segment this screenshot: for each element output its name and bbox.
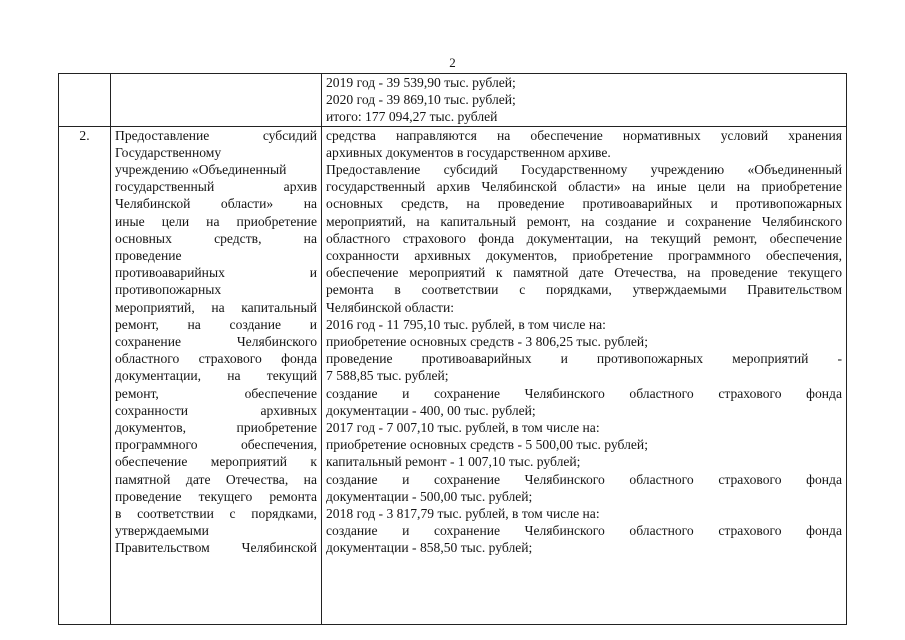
description-line: памятной дате Отечества, на [115, 471, 317, 487]
description-line: программного обеспечения, [115, 437, 317, 453]
content-line: Челябинской области: [326, 299, 455, 315]
description-line: документации, на текущий [115, 368, 317, 384]
content-line: ремонта в соответствии с порядками, утверждаемыми Правительством [326, 282, 842, 298]
cell-number-empty [59, 74, 111, 127]
content-line: областного страхового фонда документации, на текущий ремонт, обеспечение [326, 230, 842, 246]
description-line: государственный архив [115, 179, 317, 195]
content-line: приобретение основных средств - 5 500,00 тыс. рублей; [326, 437, 648, 453]
content-line: 2016 год - 11 795,10 тыс. рублей, в том числе на: [326, 316, 606, 332]
description-line: Челябинской области» на [115, 196, 317, 212]
continuation-line: 2019 год - 39 539,90 тыс. рублей; [326, 75, 516, 90]
content-line: государственный архив Челябинской области» на иные цели на приобретение [326, 179, 842, 195]
content-line: создание и сохранение Челябинского областного страхового фонда [326, 523, 842, 539]
content-line: документации - 400, 00 тыс. рублей; [326, 402, 536, 418]
content-line: средства направляются на обеспечение нормативных условий хранения [326, 127, 842, 143]
description-line: сохранение Челябинского [115, 334, 317, 350]
description-line: утверждаемыми [115, 523, 209, 539]
description-line: проведение текущего ремонта [115, 488, 317, 504]
cell-continuation-content [322, 74, 847, 127]
content-line: 2017 год - 7 007,10 тыс. рублей, в том числе на: [326, 420, 600, 436]
continuation-line: итого: 177 094,27 тыс. рублей [326, 109, 498, 125]
description-line: Предоставление субсидий [115, 127, 317, 143]
description-line: ремонт, на создание и [115, 316, 317, 332]
cell-description-empty [111, 74, 322, 127]
cell-row-content [322, 126, 847, 624]
cell-row-description [111, 126, 322, 624]
description-line: областного страхового фонда [115, 351, 317, 367]
description-line: документов, приобретение [115, 420, 317, 436]
content-line: капитальный ремонт - 1 007,10 тыс. рублей; [326, 454, 581, 470]
description-line: обеспечение мероприятий к [115, 454, 317, 470]
content-line: мероприятий, на капитальный ремонт, на создание и сохранение Челябинского [326, 213, 842, 229]
description-line: основных средств, на [115, 230, 317, 246]
content-line: основных средств, на проведение противоаварийных и противопожарных [326, 196, 842, 212]
description-line: мероприятий, на капитальный [115, 299, 317, 315]
description-line: противопожарных [115, 282, 222, 298]
content-line: проведение противоаварийных и противопожарных мероприятий - [326, 351, 842, 367]
description-line: иные цели на приобретение [115, 213, 317, 229]
description-line: в соответствии с порядками, [115, 506, 317, 522]
description-line: учреждению «Объединенный [115, 162, 287, 178]
continuation-line: 2020 год - 39 869,10 тыс. рублей; [326, 92, 516, 108]
page-number: 2 [449, 55, 456, 70]
description-line: Правительством Челябинской [115, 540, 317, 556]
table-row-2 [59, 126, 847, 624]
document-table [58, 73, 847, 625]
content-line: сохранности архивных документов, приобретение программного обеспечения, [326, 248, 842, 264]
description-line: Государственному [115, 144, 222, 160]
table-row-continuation [59, 74, 847, 127]
content-line: архивных документов в государственном архиве. [326, 144, 611, 160]
content-line: документации - 858,50 тыс. рублей; [326, 540, 533, 556]
content-line: 7 588,85 тыс. рублей; [326, 368, 449, 384]
content-line: 2018 год - 3 817,79 тыс. рублей, в том числе на: [326, 506, 600, 522]
row-number: 2. [59, 126, 111, 624]
description-line: проведение [115, 248, 182, 264]
content-line: документации - 500,00 тыс. рублей; [326, 488, 533, 504]
content-line: приобретение основных средств - 3 806,25 тыс. рублей; [326, 334, 648, 350]
description-line: противоаварийных и [115, 265, 317, 281]
description-line: ремонт, обеспечение [115, 385, 317, 401]
content-line: создание и сохранение Челябинского областного страхового фонда [326, 471, 842, 487]
content-line: Предоставление субсидий Государственному учреждению «Объединенный [326, 162, 842, 178]
content-line: обеспечение мероприятий к памятной дате Отечества, на проведение текущего [326, 265, 842, 281]
content-line: создание и сохранение Челябинского областного страхового фонда [326, 385, 842, 401]
description-line: сохранности архивных [115, 402, 317, 418]
